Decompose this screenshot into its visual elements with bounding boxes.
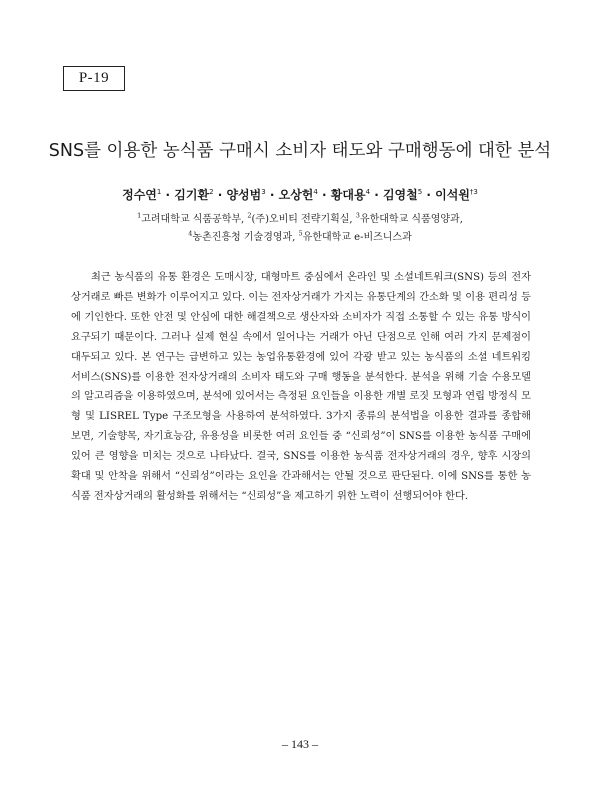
affiliation-line-1 <box>0 210 600 225</box>
affil-mark: 3 <box>355 211 360 220</box>
author-affil-mark: 2 <box>209 188 214 196</box>
author-separator: · <box>161 188 175 202</box>
affil-mark: 1 <box>137 211 142 220</box>
poster-code: P-19 <box>78 70 110 86</box>
page-number: – 143 – <box>282 737 318 751</box>
author-separator: · <box>370 188 383 202</box>
paper-title: SNS를 이용한 농식품 구매시 소비자 태도와 구매행동에 대한 분석 <box>48 141 552 161</box>
author-name: 김영철 <box>382 188 418 202</box>
author-affil-mark: 3 <box>261 188 266 196</box>
affil-mark: 2 <box>247 211 252 220</box>
author-separator: · <box>265 188 279 202</box>
affiliation-line-2 <box>0 228 600 243</box>
abstract-text: 최근 농식품의 유통 환경은 도매시장, 대형마트 중심에서 온라인 및 소셜네트워크(SNS) 등의 전자상거래로 빠른 변화가 이루어지고 있다. 이는 전자상거래가 가지는 유통단계의 간소화 및 이용 편리성 등에 기인한다. 또한 안전 및 안심에 대한 해결책으로 생산자와 소비자가 직접 소통할 수 있는 유통 방식이 요구되기 때문이다. 그러나 실제 현실 속에서 일어나는 거래가 아닌 단점으로 인해 여러 가지 문제점이 대두되고 있다. 본 연구는 급변하고 있는 농업유통환경에 있어 각광 받고 있는 농식품의 소셜 네트워킹 서비스(SNS)를 이용한 전자상거래의 소비자 태도와 구매 행동을 분석한다. 분석을 위해 기술 수용모델의 알고리즘을 이용하였으며, 분석에 있어서는 측정된 요인들을 이용한 개별 로짓 모형과 연립 방정식 모형 및 LISREL Type 구조모형을 사용하여 분석하였다. 3가지 종류의 분석법을 이용한 결과를 종합해 보면, 기술향목, 자기효능감, 유용성을 비롯한 여러 요인들 중 “신뢰성”이 SNS를 이용한 농식품 구매에 있어 큰 영향을 미치는 것으로 나타났다. 결국, SNS를 이용한 농식품 전자상거래의 경우, 향후 시장의 확대 및 안착을 위해서 “신뢰성”이라는 요인을 간과해서는 안될 것으로 판단된다. 이에 SNS를 통한 농식품 전자상거래의 활성화를 위해서는 “신뢰성”을 제고하기 위한 노력이 선행되어야 한다. <box>71 272 531 502</box>
affiliation: 농촌진흥청 기술경영과, <box>192 232 299 243</box>
poster-code-box <box>63 66 125 91</box>
author-name: 오상헌 <box>278 188 314 202</box>
author-name: 김기환 <box>174 188 210 202</box>
affiliation: 고려대학교 식품공학부, <box>141 214 248 225</box>
affiliation: 유한대학교 식품영양과, <box>359 214 463 225</box>
affil-mark: 5 <box>298 229 303 238</box>
author-affil-mark: 5 <box>417 188 423 196</box>
author-separator: · <box>422 188 436 202</box>
author-affil-mark: 4 <box>313 188 318 196</box>
author-name: 정수연 <box>122 188 157 202</box>
affil-mark: 4 <box>188 229 193 238</box>
author-name: 양성범 <box>226 188 262 202</box>
author-separator: · <box>213 188 227 202</box>
affiliation: 유한대학교 e-비즈니스과 <box>302 232 412 243</box>
author-affil-mark: †3 <box>469 188 478 196</box>
author-separator: · <box>317 188 331 202</box>
author-list <box>0 186 600 203</box>
author-name: 황대용 <box>330 188 366 202</box>
author-affil-mark: 1 <box>156 188 162 196</box>
affiliation: (주)오비티 전략기획실, <box>251 214 356 225</box>
author-name: 이석원 <box>435 188 470 202</box>
author-affil-mark: 4 <box>365 188 371 196</box>
